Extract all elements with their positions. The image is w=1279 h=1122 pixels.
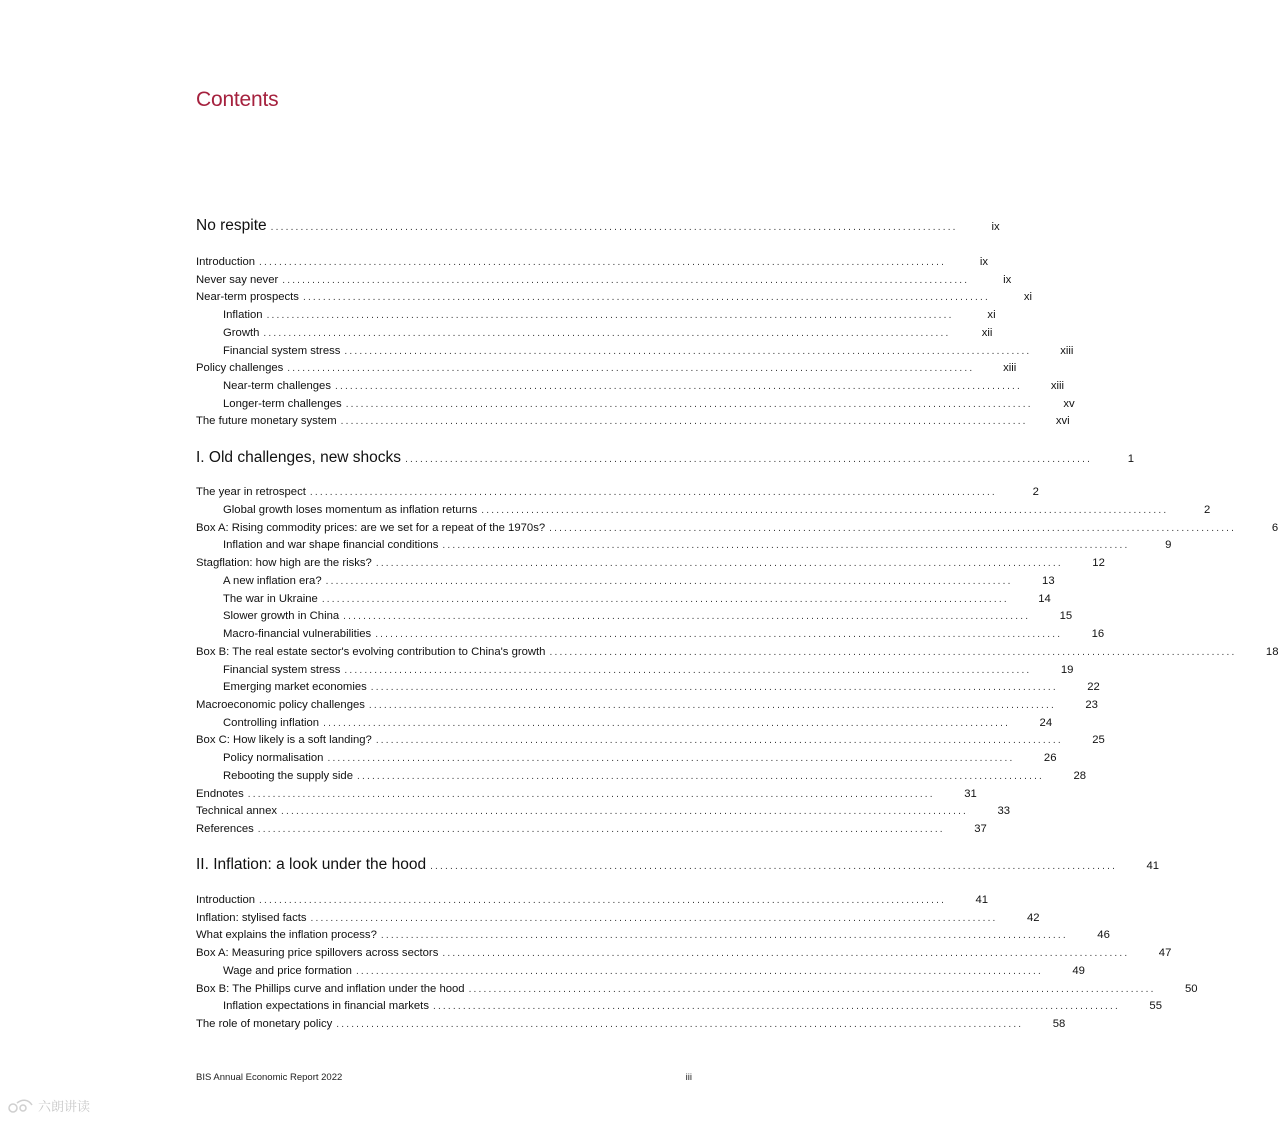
toc-page-number: xii — [981, 327, 993, 339]
toc-dot-leader: .......................................................................................................................................... — [375, 558, 1063, 569]
toc-page-number: 14 — [1038, 593, 1051, 605]
toc-entry[interactable] — [196, 396, 1075, 412]
toc-entry[interactable] — [196, 679, 1100, 695]
toc-entry[interactable] — [196, 750, 1057, 766]
toc-entry[interactable] — [196, 1016, 1066, 1032]
toc-entry-label: Emerging market economies — [223, 681, 367, 693]
toc-dot-leader: .......................................................................................................................................... — [375, 735, 1063, 746]
toc-dot-leader: .......................................................................................................................................... — [270, 222, 958, 233]
toc-entry-label: Box A: Measuring price spillovers across sectors — [196, 947, 439, 959]
toc-entry[interactable] — [196, 892, 989, 908]
toc-page-number: 24 — [1039, 717, 1053, 729]
toc-chapter-entry[interactable] — [196, 447, 1135, 469]
toc-page-number: 28 — [1073, 770, 1087, 782]
toc-entry[interactable] — [196, 343, 1074, 359]
toc-dot-leader: .......................................................................................................................................... — [259, 257, 947, 268]
toc-dot-leader: .......................................................................................................................................... — [340, 416, 1028, 427]
toc-entry[interactable] — [196, 307, 996, 323]
toc-page-number: 19 — [1060, 664, 1074, 676]
toc-page-number: 12 — [1092, 557, 1105, 569]
toc-entry[interactable] — [196, 768, 1087, 784]
toc-dot-leader: .......................................................................................................................................... — [442, 540, 1130, 551]
toc-entry-label: Inflation and war shape financial conditions — [223, 539, 439, 551]
toc-dot-leader: .......................................................................................................................................... — [323, 718, 1011, 729]
toc-page-number: xiii — [1050, 380, 1065, 392]
toc-dot-leader: .......................................................................................................................................... — [432, 1001, 1120, 1012]
toc-page-number: 2 — [1204, 504, 1211, 516]
toc-page-number: 23 — [1085, 699, 1098, 711]
toc-chapter-entry[interactable] — [196, 215, 1000, 237]
page-title: Contents — [196, 88, 279, 111]
toc-dot-leader: .......................................................................................................................................... — [257, 824, 945, 835]
toc-entry-label: Near-term challenges — [223, 380, 331, 392]
toc-dot-leader: .......................................................................................................................................... — [266, 310, 954, 321]
toc-entry-label: Inflation expectations in financial markets — [223, 1000, 429, 1012]
toc-dot-leader: .......................................................................................................................................... — [259, 895, 947, 906]
toc-page-number: 16 — [1091, 628, 1105, 640]
toc-entry-label: Slower growth in China — [223, 610, 340, 622]
toc-entry-label: A new inflation era? — [223, 575, 322, 587]
toc-entry-label: Introduction — [196, 256, 256, 268]
toc-entry[interactable] — [196, 945, 1172, 961]
toc-dot-leader: .......................................................................................................................................... — [336, 1019, 1024, 1030]
toc-page-number: 26 — [1043, 752, 1057, 764]
toc-entry-label: The year in retrospect — [196, 486, 306, 498]
toc-dot-leader: .......................................................................................................................................... — [375, 629, 1063, 640]
toc-dot-leader: .......................................................................................................................................... — [481, 505, 1169, 516]
toc-page-number: xiii — [1060, 345, 1074, 357]
toc-entry[interactable] — [196, 608, 1073, 624]
toc-dot-leader: .......................................................................................................................................... — [345, 399, 1033, 410]
toc-entry[interactable] — [196, 697, 1098, 713]
toc-page-number: 15 — [1059, 610, 1073, 622]
toc-page-number: 25 — [1092, 734, 1105, 746]
toc-entry-label: Policy normalisation — [223, 752, 324, 764]
toc-entry[interactable] — [196, 555, 1105, 571]
toc-dot-leader: .......................................................................................................................................... — [380, 930, 1068, 941]
toc-page-number: ix — [1003, 274, 1012, 286]
toc-page-number: 41 — [975, 894, 989, 906]
toc-dot-leader: .......................................................................................................................................... — [368, 700, 1056, 711]
toc-dot-leader: .......................................................................................................................................... — [263, 328, 951, 339]
toc-page-number: 18 — [1265, 646, 1279, 658]
toc-entry[interactable] — [196, 732, 1105, 748]
toc-page-number: ix — [979, 256, 989, 268]
toc-entry[interactable] — [196, 662, 1074, 678]
toc-entry-label: Inflation — [223, 309, 263, 321]
toc-dot-leader: .......................................................................................................................................... — [468, 984, 1156, 995]
toc-page-number: 55 — [1149, 1000, 1162, 1012]
toc-entry-label: Controlling inflation — [223, 717, 320, 729]
toc-page-number: 9 — [1165, 539, 1172, 551]
toc-entry-label: I. Old challenges, new shocks — [196, 449, 402, 466]
toc-page-number: 2 — [1032, 486, 1039, 498]
toc-entry[interactable] — [196, 537, 1172, 553]
toc-dot-leader: .......................................................................................................................................... — [405, 454, 1093, 465]
toc-entry-label: The war in Ukraine — [223, 593, 318, 605]
toc-dot-leader: .......................................................................................................................................... — [344, 346, 1032, 357]
toc-page-number: 49 — [1072, 965, 1085, 977]
toc-dot-leader: .......................................................................................................................................... — [325, 576, 1013, 587]
toc-entry[interactable] — [196, 821, 987, 837]
toc-page-number: 33 — [997, 805, 1011, 817]
toc-dot-leader: .......................................................................................................................................... — [310, 913, 998, 924]
toc-page-number: 50 — [1185, 983, 1198, 995]
toc-entry-label: Introduction — [196, 894, 256, 906]
toc-entry[interactable] — [196, 573, 1055, 589]
toc-dot-leader: .......................................................................................................................................... — [344, 665, 1032, 676]
toc-page-number: 41 — [1146, 860, 1160, 872]
toc-entry-label: No respite — [196, 217, 267, 234]
toc-entry-label: References — [196, 823, 254, 835]
toc-dot-leader: .......................................................................................................................................... — [549, 647, 1237, 658]
toc-entry[interactable] — [196, 927, 1110, 943]
toc-dot-leader: .......................................................................................................................................... — [549, 523, 1237, 534]
toc-page-number: ix — [991, 221, 1000, 233]
toc-entry-label: Financial system stress — [223, 664, 341, 676]
toc-dot-leader: .......................................................................................................................................... — [335, 381, 1023, 392]
toc-entry-label: Stagflation: how high are the risks? — [196, 557, 372, 569]
toc-entry[interactable] — [196, 272, 1012, 288]
footer-report-title: BIS Annual Economic Report 2022 — [196, 1072, 343, 1083]
toc-entry[interactable] — [196, 786, 977, 802]
watermark-logo-icon — [8, 1099, 34, 1113]
toc-page-number: 13 — [1042, 575, 1055, 587]
toc-entry-label: Technical annex — [196, 805, 278, 817]
toc-entry-label: II. Inflation: a look under the hood — [196, 856, 427, 873]
toc-entry-label: Rebooting the supply side — [223, 770, 354, 782]
toc-page-number: 58 — [1052, 1018, 1066, 1030]
toc-entry[interactable] — [196, 981, 1198, 997]
toc-entry-label: Box A: Rising commodity prices: are we set for a repeat of the 1970s? — [196, 522, 546, 534]
watermark — [8, 1096, 90, 1115]
toc-page-number: 6 — [1271, 522, 1279, 534]
toc-entry[interactable] — [196, 715, 1053, 731]
toc-entry[interactable] — [196, 360, 1017, 376]
toc-dot-leader: .......................................................................................................................................... — [442, 948, 1130, 959]
toc-entry[interactable] — [196, 803, 1011, 819]
toc-page-number: 46 — [1097, 929, 1110, 941]
toc-entry[interactable] — [196, 963, 1085, 979]
toc-entry[interactable] — [196, 289, 1032, 305]
toc-page-number: xv — [1063, 398, 1075, 410]
toc-entry[interactable] — [196, 502, 1211, 518]
toc-entry-label: Macroeconomic policy challenges — [196, 699, 365, 711]
toc-entry-label: Policy challenges — [196, 362, 284, 374]
toc-dot-leader: .......................................................................................................................................... — [309, 487, 997, 498]
toc-page-number: xiii — [1003, 362, 1017, 374]
toc-entry[interactable] — [196, 998, 1162, 1014]
toc-dot-leader: .......................................................................................................................................... — [355, 966, 1043, 977]
toc-entry[interactable] — [196, 910, 1040, 926]
toc-page-number: 37 — [974, 823, 987, 835]
toc-page-number: xvi — [1055, 415, 1070, 427]
toc-chapter-entry[interactable] — [196, 854, 1160, 876]
toc-page-number: 1 — [1127, 453, 1135, 465]
toc-page-number: xi — [1023, 291, 1032, 303]
toc-dot-leader: .......................................................................................................................................... — [357, 771, 1045, 782]
toc-entry-label: Financial system stress — [223, 345, 341, 357]
toc-page-number: xi — [987, 309, 996, 321]
toc-entry[interactable] — [196, 325, 993, 341]
toc-entry[interactable] — [196, 484, 1039, 500]
toc-entry-label: Macro-financial vulnerabilities — [223, 628, 372, 640]
toc-entry-label: The future monetary system — [196, 415, 337, 427]
toc-dot-leader: .......................................................................................................................................... — [281, 806, 969, 817]
toc-entry-label: Box B: The Phillips curve and inflation under the hood — [196, 983, 465, 995]
toc-entry-label: Growth — [223, 327, 260, 339]
toc-entry-label: Longer-term challenges — [223, 398, 342, 410]
footer-page-number: iii — [685, 1072, 692, 1083]
toc-entry-label: Box C: How likely is a soft landing? — [196, 734, 372, 746]
toc-entry[interactable] — [196, 520, 1279, 536]
toc-entry[interactable] — [196, 644, 1279, 660]
toc-dot-leader: .......................................................................................................................................... — [370, 682, 1058, 693]
toc-entry-label: Global growth loses momentum as inflation returns — [223, 504, 478, 516]
toc-entry[interactable] — [196, 413, 1070, 429]
toc-page-number: 47 — [1158, 947, 1172, 959]
toc-entry-label: Near-term prospects — [196, 291, 299, 303]
toc-dot-leader: .......................................................................................................................................... — [321, 594, 1009, 605]
toc-dot-leader: .......................................................................................................................................... — [282, 275, 970, 286]
toc-dot-leader: .......................................................................................................................................... — [327, 753, 1015, 764]
toc-dot-leader: .......................................................................................................................................... — [287, 363, 975, 374]
toc-entry-label: What explains the inflation process? — [196, 929, 377, 941]
watermark-text: 六朗讲读 — [38, 1099, 91, 1114]
toc-dot-leader: .......................................................................................................................................... — [430, 861, 1118, 872]
toc-dot-leader: .......................................................................................................................................... — [343, 611, 1031, 622]
toc-entry-label: Endnotes — [196, 788, 244, 800]
toc-entry[interactable] — [196, 254, 989, 270]
toc-page-number: 22 — [1087, 681, 1100, 693]
toc-entry-label: Box B: The real estate sector's evolving contribution to China's growth — [196, 646, 546, 658]
toc-entry[interactable] — [196, 626, 1105, 642]
toc-entry[interactable] — [196, 591, 1051, 607]
toc-page-number: 31 — [964, 788, 977, 800]
toc-dot-leader: .......................................................................................................................................... — [247, 789, 935, 800]
toc-dot-leader: .......................................................................................................................................... — [302, 292, 990, 303]
toc-entry-label: Inflation: stylised facts — [196, 912, 307, 924]
toc-entry[interactable] — [196, 378, 1065, 394]
toc-entry-label: Wage and price formation — [223, 965, 352, 977]
toc-entry-label: Never say never — [196, 274, 279, 286]
toc-page-number: 42 — [1026, 912, 1040, 924]
toc-entry-label: The role of monetary policy — [196, 1018, 333, 1030]
